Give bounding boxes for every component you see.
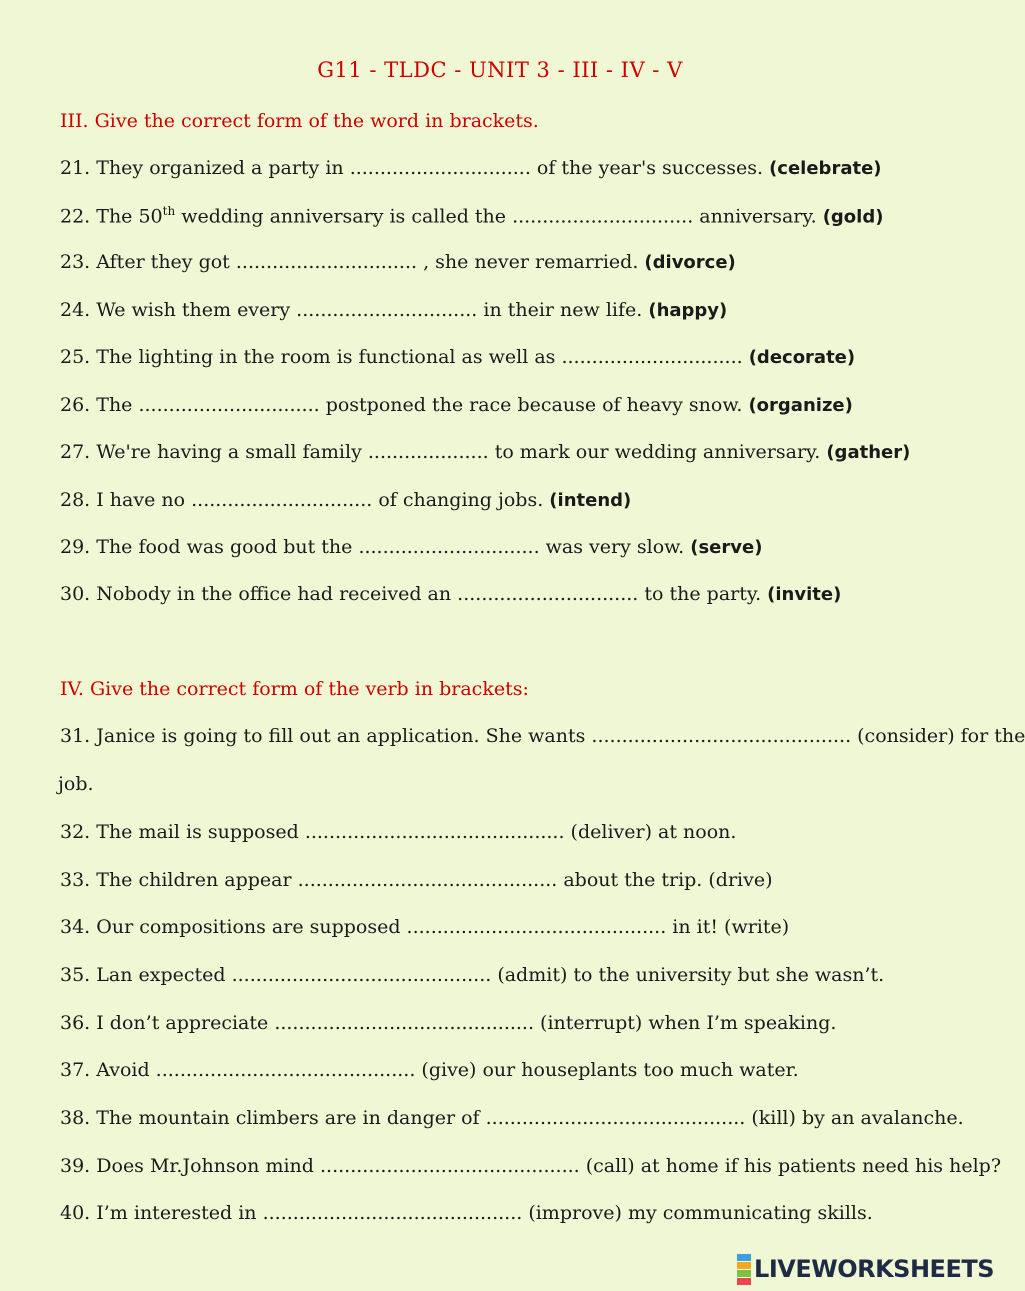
- answer-blank[interactable]: ...........................................: [406, 916, 667, 938]
- liveworksheets-logo[interactable]: [737, 1255, 994, 1283]
- answer-blank[interactable]: ...........................................: [485, 1107, 746, 1129]
- question-21: 21. They organized a party in .............................. of the year's successes. (celebrate): [60, 157, 882, 179]
- answer-blank[interactable]: ...........................................: [297, 869, 558, 891]
- answer-blank[interactable]: ..............................: [512, 205, 694, 228]
- question-28: 28. I have no .............................. of changing jobs. (intend): [60, 489, 632, 511]
- question-40: 40. I’m interested in ........................................... (improve) my communicating skills.: [60, 1202, 873, 1224]
- question-31: 31. Janice is going to fill out an application. She wants ........................................... (consider) for the: [60, 725, 1025, 747]
- answer-blank[interactable]: ..............................: [296, 299, 478, 321]
- question-29: 29. The food was good but the .............................. was very slow. (serve): [60, 536, 763, 558]
- answer-blank[interactable]: ...........................................: [262, 1202, 523, 1224]
- word-hint: (organize): [748, 395, 853, 416]
- question-39: 39. Does Mr.Johnson mind ........................................... (call) at home if his patients need his help?: [60, 1155, 1002, 1177]
- question-33: 33. The children appear ........................................... about the trip. (drive): [60, 869, 773, 891]
- logo-text: LIVEWORKSHEETS: [754, 1255, 994, 1283]
- liveworksheets-logo-icon: [737, 1253, 751, 1285]
- question-26: 26. The .............................. postponed the race because of heavy snow. (organize): [60, 394, 853, 416]
- question-24: 24. We wish them every .............................. in their new life. (happy): [60, 299, 728, 321]
- word-hint: (invite): [767, 584, 842, 605]
- answer-blank[interactable]: ...........................................: [155, 1059, 416, 1081]
- answer-blank[interactable]: ...........................................: [304, 821, 565, 843]
- question-34: 34. Our compositions are supposed ........................................... in it! (write): [60, 916, 790, 938]
- question-38: 38. The mountain climbers are in danger of ........................................... (kill) by an avalanche.: [60, 1107, 964, 1129]
- word-hint: (decorate): [748, 347, 856, 368]
- question-27: 27. We're having a small family .................... to mark our wedding anniversary. (gather): [60, 441, 911, 463]
- word-hint: (serve): [690, 537, 763, 558]
- word-hint: (intend): [549, 490, 632, 511]
- answer-blank[interactable]: ...........................................: [274, 1012, 535, 1034]
- answer-blank[interactable]: ..............................: [235, 251, 418, 273]
- page-title: G11 - TLDC - UNIT 3 - III - IV - V: [317, 58, 683, 82]
- answer-blank[interactable]: ..............................: [358, 536, 540, 558]
- question-30: 30. Nobody in the office had received an .............................. to the party. (invite): [60, 583, 842, 605]
- question-32: 32. The mail is supposed ........................................... (deliver) at noon.: [60, 821, 737, 843]
- answer-blank[interactable]: ...........................................: [591, 725, 852, 747]
- question-37: 37. Avoid ........................................... (give) our houseplants too much water.: [60, 1059, 799, 1081]
- answer-blank[interactable]: ...........................................: [320, 1155, 580, 1177]
- section-4-heading: IV. Give the correct form of the verb in brackets:: [60, 678, 529, 700]
- section-3-heading: III. Give the correct form of the word in brackets.: [60, 110, 539, 132]
- answer-blank[interactable]: ...........................................: [231, 964, 492, 986]
- word-hint: (happy): [648, 300, 728, 321]
- word-hint: (divorce): [644, 252, 736, 273]
- word-hint: (celebrate): [769, 158, 882, 179]
- word-hint: (gold): [822, 206, 884, 228]
- answer-blank[interactable]: ..............................: [561, 346, 743, 368]
- answer-blank[interactable]: ....................: [367, 441, 489, 463]
- answer-blank[interactable]: ..............................: [349, 157, 531, 179]
- question-22: 22. The 50th wedding anniversary is called the .............................. anniversary. (gold): [60, 204, 884, 228]
- answer-blank[interactable]: ..............................: [457, 583, 639, 605]
- question-36: 36. I don’t appreciate ........................................... (interrupt) when I’m speaking.: [60, 1012, 837, 1034]
- answer-blank[interactable]: ..............................: [191, 489, 373, 511]
- answer-blank[interactable]: ..............................: [138, 394, 320, 416]
- word-hint: (gather): [826, 442, 911, 463]
- question-35: 35. Lan expected ........................................... (admit) to the university but she wasn’t.: [60, 964, 885, 986]
- question-23: 23. After they got .............................. , she never remarried. (divorce): [60, 251, 736, 273]
- question-25: 25. The lighting in the room is functional as well as .............................. (decorate): [60, 346, 856, 368]
- question-31-continued: job.: [58, 773, 94, 795]
